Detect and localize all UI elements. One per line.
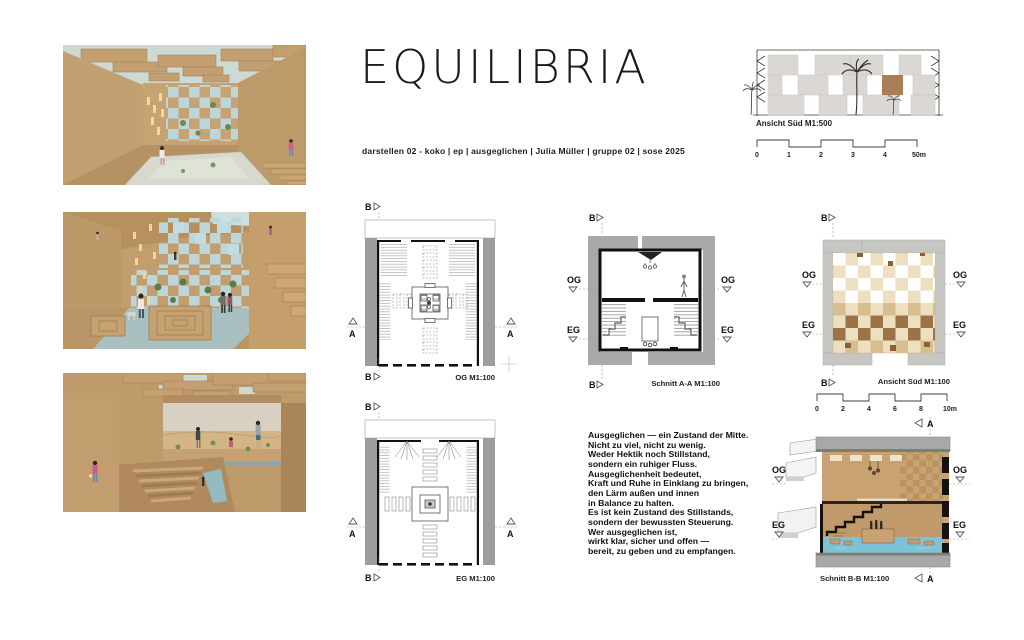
section-marker-b-bottom: B [365,573,372,583]
level-marker-og-right: OG [953,270,968,280]
level-marker-og-left: OG [802,270,817,280]
render-checker-hall [63,212,306,349]
top-strip [365,420,495,438]
level-marker-eg-left: EG [772,520,786,530]
scalebar-500 [752,132,937,160]
b-top-triangle-icon [597,214,603,221]
b-top-triangle-icon [374,403,380,410]
wood-checker-texture [900,452,943,504]
dashed-ladder-bottom [423,328,437,353]
section-marker-a-top: A [927,419,934,429]
tick: 2 [841,406,845,413]
og-right-triangle-icon [723,287,731,292]
eg-left-triangle-icon [569,337,577,342]
center-platform [862,529,894,543]
bottom-dashed-wall [379,563,472,566]
section-marker-b-top: B [821,213,828,223]
statement-line: wirkt klar, sicher und offen — [588,536,710,547]
statement-line: Nicht zu viel, nicht zu wenig. [588,439,706,450]
pool-reflection-green2 [181,169,185,173]
eg-right-triangle-icon [957,332,965,337]
plan-eg-label: EG M1:100 [456,574,495,583]
roof-slab [816,437,950,451]
section-aa [565,205,755,395]
statement-line: den Lärm außen und innen [588,487,700,498]
elevation-sued-100 [800,205,990,395]
render-desert-view [63,373,306,512]
central-core [412,487,448,521]
tick: 1 [787,152,791,159]
bottom-dashed-wall [379,364,472,367]
b-top-triangle-icon [829,214,835,221]
top-wall-gap2 [445,239,455,243]
ladder-top [423,449,437,481]
scalebar-line [817,394,947,401]
inner-wall-left [377,440,379,565]
checker-openings [166,85,238,141]
section-marker-a-bottom: A [927,574,934,584]
a-left-triangle-icon [349,518,357,524]
facade-checker-tan [833,303,935,316]
statement-line: bereit, zu geben und zu empfangen. [588,545,736,556]
statement-line: in Balance zu halten. [588,497,674,508]
left-wall [63,393,119,512]
section-marker-b-top: B [365,202,372,212]
left-wall-cut [820,504,823,553]
central-core [409,284,452,323]
section-marker-a-right: A [507,329,514,339]
section-aa-label: Schnitt A-A M1:100 [651,379,720,388]
stair-hatch-left [380,282,391,340]
lintel [163,395,281,403]
project-statement [588,431,798,557]
tick: 0 [815,406,819,413]
statement-line: Wer ausgeglichen ist, [588,526,678,537]
section-marker-a-left: A [349,529,356,539]
eg-left-triangle-icon [803,332,811,337]
stair-hatch-left [380,445,390,493]
section-bb [770,415,1024,627]
level-marker-og-left: OG [567,275,582,285]
eg-right-triangle-icon [723,337,731,342]
pool-reflection-green [211,163,216,168]
section-bb-label: Schnitt B-B M1:100 [820,574,890,583]
b-bottom-triangle-icon [597,381,603,388]
a-left-triangle-icon [349,318,357,324]
inner-wall-right [477,440,479,565]
ladder-bottom [423,525,437,557]
dashed-ladder-top [423,246,437,278]
gray-wall-right [483,438,495,565]
statement-line: Es ist kein Zustand des Stillstands, [588,507,734,518]
tick: 50m [912,152,927,159]
platform-figures [870,520,882,529]
og-left-triangle-icon [775,477,783,482]
a-right-triangle-icon [507,318,515,324]
stair-hatch-tl [381,244,407,276]
og-right-triangle-icon [956,477,964,482]
elevation-sued-500 [743,42,953,122]
og-left-triangle-icon [803,282,811,287]
desert-opening [163,403,281,466]
roof-slab-left [790,439,818,455]
section-marker-b-bottom: B [589,380,596,390]
level-marker-eg-right: EG [953,520,967,530]
facade-checker-brown [833,316,935,341]
plan-og [343,196,525,392]
statement-line: sondern ein ruhiger Fluss. [588,458,698,469]
section-marker-a-left: A [349,329,356,339]
small-platform [91,316,125,336]
tick: 6 [893,406,897,413]
og-left-triangle-icon [569,287,577,292]
bars-left [385,497,410,511]
b-bottom-triangle-icon [374,373,380,380]
facade-checker-white [833,253,935,303]
elevation-100-label: Ansicht Süd M1:100 [877,377,950,386]
tick: 8 [919,406,923,413]
level-marker-eg-left: EG [802,320,816,330]
survey-cross [501,356,517,372]
tick: 2 [819,152,823,159]
gray-wall-left [365,438,377,565]
top-wall-gap [421,439,439,444]
render-pool-courtyard [63,45,306,185]
elevation-500-label: Ansicht Süd M1:500 [756,119,833,128]
section-marker-b-top: B [589,213,596,223]
top-strip [365,220,495,238]
og-balcony-slab [786,457,816,477]
stepped-platform [149,306,211,340]
facade-blocks [768,55,935,115]
level-marker-og-right: OG [953,465,968,475]
base-top-edge [816,553,950,556]
tick: 4 [867,406,871,413]
b-bottom-triangle-icon [829,379,835,386]
og-floor-opening [857,499,907,502]
level-marker-og-right: OG [721,275,736,285]
inner-wall-right [477,240,479,366]
palm-tree-left [743,82,761,115]
project-subtitle: darstellen 02 - koko | ep | ausgeglichen | Julia Müller | gruppe 02 | sose 2025 [362,146,685,156]
scalebar-100 [812,386,987,414]
stair-hatch-right [467,445,477,493]
roof-underside [816,449,950,452]
section-marker-a-right: A [507,529,514,539]
gray-wall-right [483,238,495,366]
statement-line: Weder Hektik noch Stillstand, [588,449,710,460]
section-marker-b-bottom: B [821,378,828,388]
b-top-triangle-icon [374,203,380,210]
project-title: EQUILIBRIA [360,40,649,94]
stair-hatch-tr [449,244,475,276]
gray-wall-left [365,238,377,366]
level-marker-eg-right: EG [721,325,735,335]
statement-line: Ausgeglichenheit bedeutet, [588,468,702,479]
scalebar-line [757,140,917,147]
right-wall [281,403,306,512]
statement-line: sondern der bewussten Steuerung. [588,516,734,527]
tick: 0 [755,152,759,159]
a-right-triangle-icon [507,518,515,524]
level-marker-eg-left: EG [567,325,581,335]
plan-eg [343,393,525,597]
a-top-triangle-icon [915,419,922,427]
inner-wall-left [377,240,379,366]
tick: 10m [943,406,958,413]
og-right-triangle-icon [957,282,965,287]
og-floor-slab [822,501,943,504]
stair-hatch-right [466,282,477,340]
top-wall-gap [401,239,411,243]
right-wall-cut-segments [942,457,949,553]
bars-right [450,497,475,511]
tick: 3 [851,152,855,159]
a-bottom-triangle-icon [915,574,922,582]
level-marker-eg-right: EG [953,320,967,330]
brown-panel [882,75,903,95]
section-marker-b-top: B [365,402,372,412]
og-balcony-shadow [786,477,804,481]
plan-og-label: OG M1:100 [455,373,495,382]
statement-line: Kraft und Ruhe in Einklang zu bringen, [588,478,749,489]
tick: 4 [883,152,887,159]
b-bottom-triangle-icon [374,574,380,581]
eg-right-triangle-icon [956,532,964,537]
level-marker-og-left: OG [772,465,787,475]
section-marker-b-bottom: B [365,372,372,382]
statement-line: Ausgeglichen — ein Zustand der Mitte. [588,430,749,440]
